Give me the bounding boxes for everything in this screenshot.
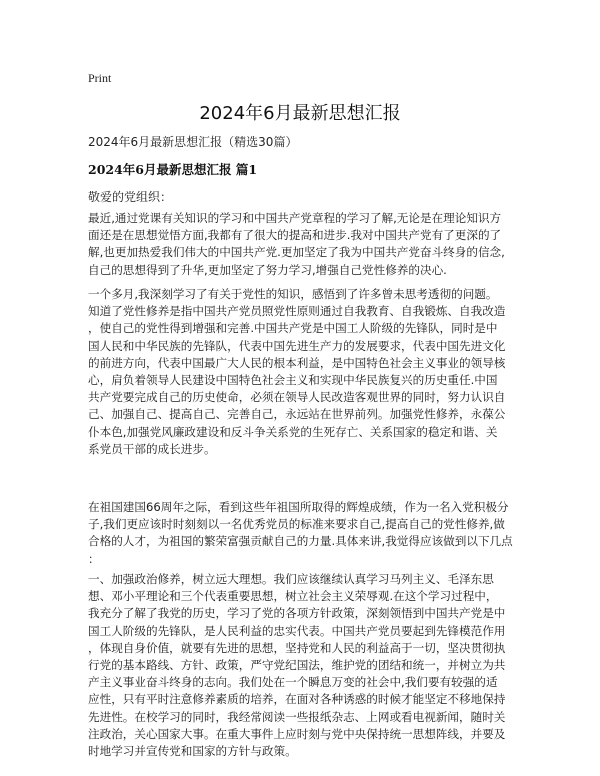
paragraph-line: 国人民和中华民族的先锋队，代表中国先进生产力的发展要求，代表中国先进文化 xyxy=(88,338,506,353)
paragraph xyxy=(88,210,528,279)
document-subtitle: 2024年6月最新思想汇报（精选30篇） xyxy=(88,135,298,149)
paragraph-line: 心，肩负着领导人民建设中国特色社会主义和实现中华民族复兴的历史重任.中国 xyxy=(88,373,498,388)
paragraph-line: 产主义事业奋斗终身的志向。我们处在一个瞬息万变的社会中,我们要有较强的适 xyxy=(88,675,498,690)
paragraph-line: 己、加强自己、提高自己、完善自己，永远站在世界前列。加强党性修养，永葆公 xyxy=(88,407,506,422)
paragraph-line: 应性，只有平时注意修养素质的培养，在面对各种诱惑的时候才能坚定不移地保持 xyxy=(88,692,506,707)
paragraph-line: 注政治，关心国家大事。在重大事件上应时刻与党中央保持统一思想阵线，并要及 xyxy=(88,726,506,741)
paragraph-line: 先进性。在校学习的同时，我经常阅读一些报纸杂志、上网或看电视新闻，随时关 xyxy=(88,709,506,724)
paragraph-line: 在祖国建国66周年之际，看到这些年祖国所取得的辉煌成绩，作为一名入党积极分 xyxy=(88,500,509,514)
document-title: 2024年6月最新思想汇报 xyxy=(199,103,401,124)
paragraph-line: 一、加强政治修养，树立远大理想。我们应该继续认真学习马列主义、毛泽东思 xyxy=(88,572,494,586)
paragraph-line: 最近,通过党课有关知识的学习和中国共产党章程的学习了解,无论是在理论知识方 xyxy=(88,211,502,225)
paragraph-line: 自己的思想得到了升华,更加坚定了努力学习,增强自己党性修养的决心. xyxy=(88,262,447,277)
paragraph-line: 面还是在思想觉悟方面,我都有了很大的提高和进步.我对中国共产党有了更深的了 xyxy=(88,228,502,243)
paragraph-line: ，体现自身价值，就要有先进的思想，坚持党和人民的利益高于一切，坚决贯彻执 xyxy=(88,640,506,655)
paragraph-line: 时地学习并宣传党和国家的方针与政策。 xyxy=(88,744,297,759)
paragraph-line: 子,我们更应该时时刻刻以一名优秀党员的标准来要求自己,提高自己的党性修养,做 xyxy=(88,517,505,532)
paragraph-line: 合格的人才，为祖国的繁荣富强贡献自己的力量.具体来讲,我觉得应该做到以下几点 xyxy=(88,534,513,549)
paragraph-line: 行党的基本路线、方针、政策，严守党纪国法，维护党的团结和统一，并树立为共 xyxy=(88,658,506,673)
paragraph-line: 国工人阶级的先锋队，是人民利益的忠实代表。中国共产党员要起到先锋模范作用 xyxy=(88,623,506,638)
paragraph-line: 知道了党性修养是指中国共产党员照党性原则通过自我教育、自我锻炼、自我改造 xyxy=(88,304,506,319)
paragraph-line: 一个多月,我深刻学习了有关于党性的知识，感悟到了许多曾未思考透彻的问题。 xyxy=(88,287,498,301)
paragraph-line: 仆本色,加强党风廉政建设和反斗争关系党的生死存亡、关系国家的稳定和谐、关 xyxy=(88,424,498,439)
paragraph-line: 的前进方向，代表中国最广大人民的根本利益，是中国特色社会主义事业的领导核 xyxy=(88,355,506,370)
paragraph xyxy=(88,499,528,568)
paragraph-line: ： xyxy=(88,551,100,566)
paragraph-line: 解,也更加热爱我们伟大的中国共产党.更加坚定了我为中国共产党奋斗终身的信念, xyxy=(88,245,505,260)
paragraph-line: 共产党要完成自己的历史使命，必须在领导人民改造客观世界的同时，努力认识自 xyxy=(88,390,506,405)
print-label: Print xyxy=(88,71,112,85)
paragraph-line: 系党员干部的成长进步。 xyxy=(88,441,216,456)
paragraph-line: 我充分了解了我党的历史，学习了党的各项方针政策，深刻领悟到中国共产党是中 xyxy=(88,606,506,621)
paragraph-line: 想、邓小平理论和三个代表重要思想，树立社会主义荣辱观.在这个学习过程中， xyxy=(88,589,498,604)
paragraph xyxy=(88,286,528,458)
paragraph xyxy=(88,571,528,760)
paragraph-line: ，使自己的党性得到增强和完善.中国共产党是中国工人阶级的先锋队，同时是中 xyxy=(88,321,498,336)
section-heading: 2024年6月最新思想汇报 篇1 xyxy=(88,162,258,177)
salutation: 敬爱的党组织： xyxy=(88,190,173,204)
